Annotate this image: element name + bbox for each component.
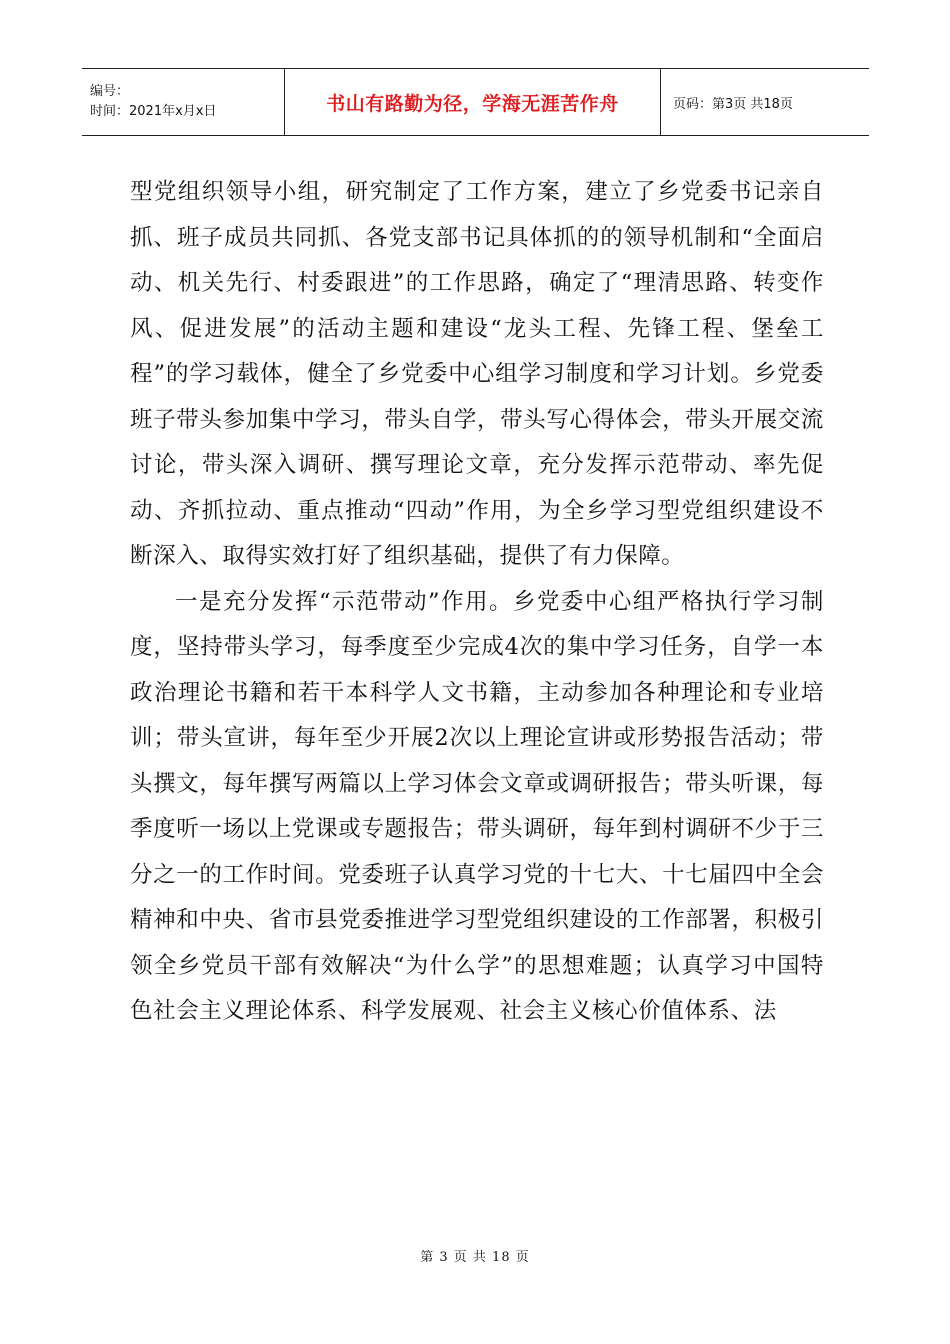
document-header — [82, 68, 869, 136]
header-motto-cell — [284, 69, 661, 135]
header-page-number: 页码：第3页 共18页 — [673, 96, 793, 112]
body-paragraph: 一是充分发挥“示范带动”作用。乡党委中心组严格执行学习制度，坚持带头学习，每季度至少完成4次的集中学习任务，自学一本政治理论书籍和若干本科学人文书籍，主动参加各种理论和专业培训；带头宣讲，每年至少开展2次以上理论宣讲或形势报告活动；带头撰文，每年撰写两篇以上学习体会文章或调研报告；带头听课，每季度听一场以上党课或专题报告；带头调研，每年到村调研不少于三分之一的工作时间。党委班子认真学习党的十七大、十七届四中全会精神和中央、省市县党委推进学习型党组织建设的工作部署，积极引领全乡党员干部有效解决“为什么学”的思想难题；认真学习中国特色社会主义理论体系、科学发展观、社会主义核心价值体系、法 — [130, 588, 824, 1024]
page-footer: 第 3 页 共 18 页 — [420, 1250, 530, 1265]
document-body — [130, 170, 824, 1035]
header-meta — [82, 69, 284, 135]
header-page-cell — [661, 69, 869, 135]
body-paragraph: 型党组织领导小组，研究制定了工作方案，建立了乡党委书记亲自抓、班子成员共同抓、各党支部书记具体抓的的领导机制和“全面启动、机关先行、村委跟进”的工作思路，确定了“理清思路、转变作风、促进发展”的活动主题和建设“龙头工程、先锋工程、堡垒工程”的学习载体，健全了乡党委中心组学习制度和学习计划。乡党委班子带头参加集中学习，带头自学，带头写心得体会，带头开展交流讨论，带头深入调研、撰写理论文章，充分发挥示范带动、率先促动、齐抓拉动、重点推动“四动”作用，为全乡学习型党组织建设不断深入、取得实效打好了组织基础，提供了有力保障。 — [130, 179, 824, 569]
document-number: 编号： — [90, 84, 130, 99]
document-date: 时间：2021年x月x日 — [90, 104, 217, 119]
header-motto: 书山有路勤为径，学海无涯苦作舟 — [326, 92, 619, 115]
